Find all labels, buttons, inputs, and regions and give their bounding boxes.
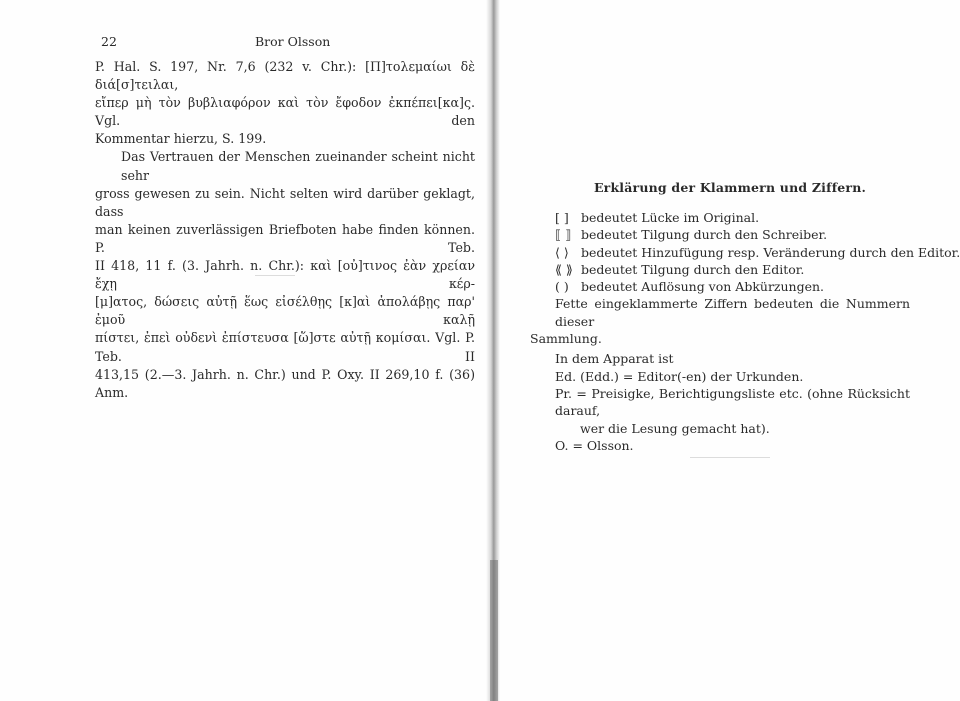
text-line: II 418, 11 f. (3. Jahrh. n. Chr.): καὶ [οὐ]τινος ἐὰν χρείαν ἔχῃ κέρ-: [95, 258, 475, 292]
apparatus-intro: In dem Apparat ist: [555, 351, 674, 367]
bracket-symbol: ⟨ ⟩: [555, 244, 569, 260]
text-line: Kommentar hierzu, S. 199.: [95, 131, 267, 147]
legend-text: bedeutet Lücke im Original.: [580, 210, 760, 225]
abbreviation-item: Pr. = Preisigke, Berichtigungsliste etc. (ohne Rücksicht darauf,: [555, 385, 910, 419]
text-line: 413,15 (2.—3. Jahrh. n. Chr.) und P. Oxy. II 269,10 f. (36) Anm.: [95, 366, 475, 400]
text-line: πίστει, ἐπεὶ οὐδενὶ ἐπίστευσα [ὥ]στε αὐτῇ κομίσαι. Vgl. P. Teb. II: [95, 330, 475, 364]
text-line: P. Hal. S. 197, Nr. 7,6 (232 v. Chr.): [Π]τολεμαίωι δὲ διά[σ]τειλαι,: [95, 59, 475, 93]
page-number: 22: [101, 34, 117, 49]
legend-text: bedeutet Hinzufügung resp. Veränderung durch den Editor.: [580, 244, 960, 260]
right-page: [530, 180, 960, 454]
gutter-shadow: [490, 560, 498, 701]
legend-item: [530, 209, 910, 226]
bracket-symbol: [ ]: [555, 210, 569, 225]
bracket-symbol: ( ): [555, 279, 569, 295]
bracket-symbol: ⟦ ⟧: [555, 227, 572, 243]
legend-text: bedeutet Auflösung von Abkürzungen.: [580, 279, 825, 295]
section-divider: [255, 275, 295, 276]
abbreviation-item: Ed. (Edd.) = Editor(-en) der Urkunden.: [555, 368, 804, 384]
abbreviation-item: O. = Olsson.: [555, 437, 634, 453]
text-line: Das Vertrauen der Menschen zueinander scheint nicht sehr: [121, 149, 475, 183]
running-head: [95, 30, 475, 52]
legend-item: [530, 278, 910, 295]
legend-item: [530, 261, 910, 278]
left-page: [95, 30, 475, 402]
abbreviation-continuation: wer die Lesung gemacht hat).: [580, 420, 770, 436]
left-page-body: [95, 58, 475, 402]
numbers-note: Fette eingeklammerte Ziffern bedeuten die Nummern dieser: [555, 296, 910, 329]
section-heading: Erklärung der Klammern und Ziffern.: [593, 180, 867, 195]
text-line: εἴπερ μὴ τὸν βυβλιαφόρον καὶ τὸν ἔφοδον ἐκπέπει[κα]ς. Vgl. den: [95, 95, 475, 129]
text-line: gross gewesen zu sein. Nicht selten wird darüber geklagt, dass: [95, 185, 475, 219]
numbers-note-continuation: Sammlung.: [530, 331, 602, 347]
legend-item: [530, 244, 960, 261]
text-line: man keinen zuverlässigen Briefboten habe finden können. P. Teb.: [95, 221, 475, 255]
legend-item: [530, 226, 910, 243]
running-title: Bror Olsson: [255, 34, 331, 49]
bracket-symbol: ⟪ ⟫: [555, 261, 573, 277]
text-line: [μ]ατος, δώσεις αὐτῇ ἕως εἰσέλθῃς [κ]αὶ ἀπολάβῃς παρ' ἐμοῦ καλῇ: [95, 294, 475, 328]
section-divider: [690, 457, 770, 458]
legend-text: bedeutet Tilgung durch den Schreiber.: [580, 227, 828, 243]
legend-text: bedeutet Tilgung durch den Editor.: [580, 261, 805, 277]
